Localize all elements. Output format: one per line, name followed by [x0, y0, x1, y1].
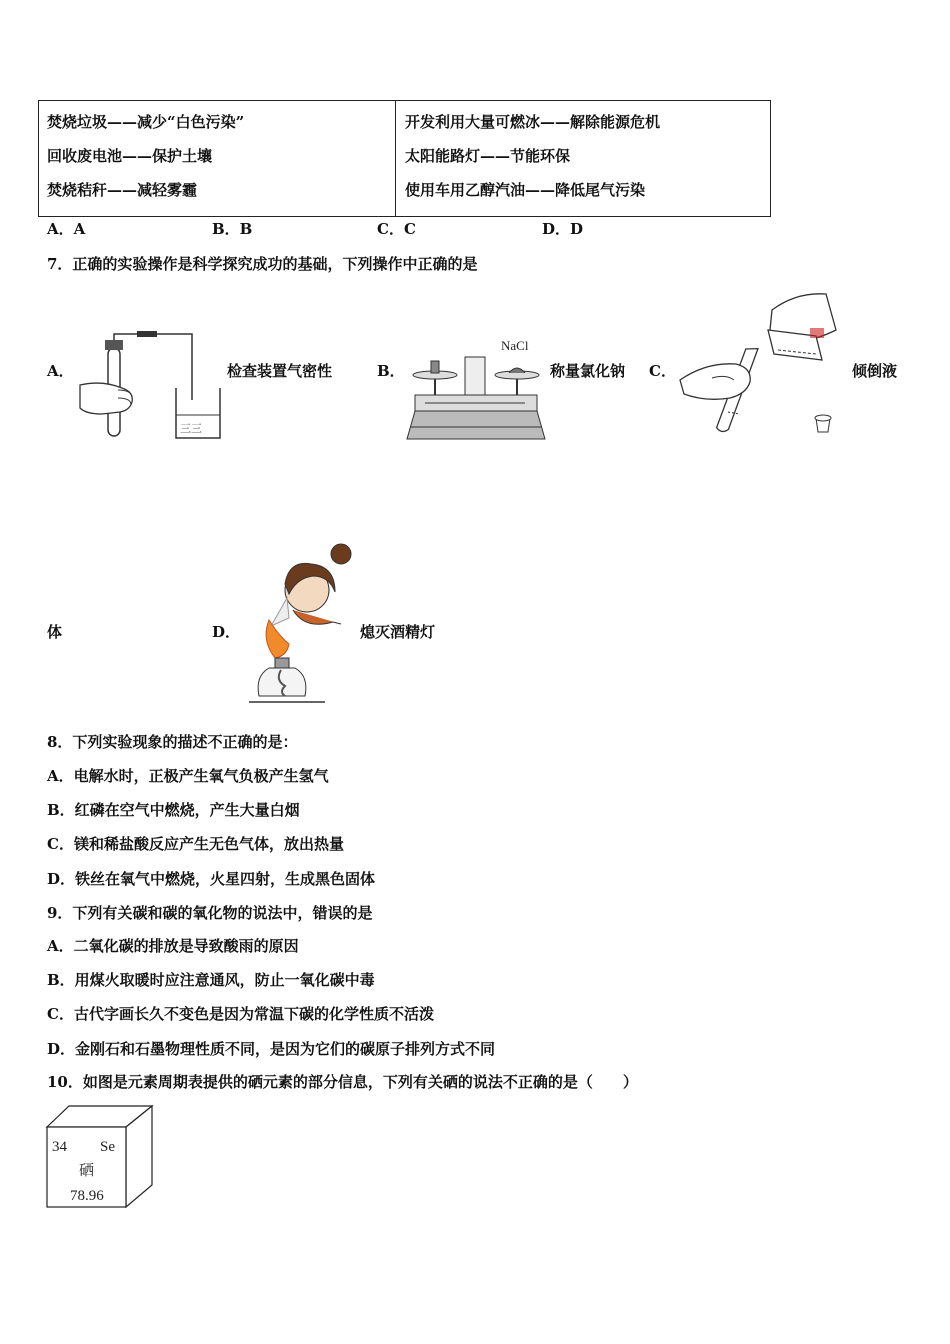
q9-option-b: B．用煤火取暖时应注意通风，防止一氧化碳中毒 — [47, 971, 375, 989]
table-cell-right-3: 使用车用乙醇汽油——降低尾气污染 — [405, 181, 646, 199]
q7-option-a-text: 检查装置气密性 — [227, 362, 333, 380]
q7-option-c-label: C． — [649, 362, 676, 380]
q8-option-d: D．铁丝在氧气中燃烧，火星四射，生成黑色固体 — [47, 870, 376, 888]
q7-stem: 7．正确的实验操作是科学探究成功的基础，下列操作中正确的是 — [47, 255, 478, 273]
q9-option-d: D．金刚石和石墨物理性质不同，是因为它们的碳原子排列方式不同 — [47, 1040, 496, 1058]
element-symbol: Se — [100, 1139, 115, 1155]
blowing-out-lamp-illustration — [245, 540, 355, 710]
table-divider — [395, 101, 396, 216]
q8-option-a: A．电解水时，正极产生氧气负极产生氢气 — [47, 767, 329, 785]
q6-option-c: C．C — [377, 220, 416, 238]
q8-option-b: B．红磷在空气中燃烧，产生大量白烟 — [47, 801, 300, 819]
q7-option-a-label: A． — [47, 362, 74, 380]
q6-option-b: B．B — [212, 220, 253, 238]
nacl-label: NaCl — [501, 338, 529, 353]
q6-option-d: D．D — [542, 220, 584, 238]
element-atomic-number: 34 — [52, 1139, 67, 1155]
q7-option-d-text: 熄灭酒精灯 — [360, 623, 436, 641]
q9-option-c: C．古代字画长久不变色是因为常温下碳的化学性质不活泼 — [47, 1005, 434, 1023]
selenium-element-card — [46, 1105, 154, 1211]
q6-table — [38, 100, 771, 217]
q7-option-b-text: 称量氯化钠 — [550, 362, 626, 380]
svg-text:三三: 三三 — [180, 422, 202, 435]
q8-option-c: C．镁和稀盐酸反应产生无色气体，放出热量 — [47, 835, 344, 853]
q9-stem: 9．下列有关碳和碳的氧化物的说法中，错误的是 — [47, 904, 373, 922]
table-cell-left-1: 焚烧垃圾——减少“白色污染” — [47, 113, 245, 131]
table-cell-left-3: 焚烧秸秆——减轻雾霾 — [47, 181, 198, 199]
table-cell-right-2: 太阳能路灯——节能环保 — [405, 147, 571, 165]
airtightness-check-illustration — [72, 330, 222, 442]
table-cell-right-1: 开发利用大量可燃冰——解除能源危机 — [405, 113, 661, 131]
q10-stem: 10．如图是元素周期表提供的硒元素的部分信息，下列有关硒的说法不正确的是（ ） — [47, 1073, 638, 1091]
balance-illustration — [405, 335, 547, 441]
pouring-liquid-illustration — [676, 290, 846, 440]
table-cell-left-2: 回收废电池——保护土壤 — [47, 147, 213, 165]
q7-option-c-text-continued: 体 — [47, 623, 63, 641]
q7-option-b-label: B． — [377, 362, 405, 380]
element-atomic-mass: 78.96 — [70, 1188, 104, 1204]
q6-option-a: A．A — [47, 220, 86, 238]
element-name: 硒 — [79, 1163, 95, 1179]
q9-option-a: A．二氧化碳的排放是导致酸雨的原因 — [47, 937, 299, 955]
q7-option-d-label: D． — [212, 623, 241, 641]
q8-stem: 8．下列实验现象的描述不正确的是： — [47, 733, 298, 751]
q7-option-c-text: 倾倒液 — [852, 362, 898, 380]
